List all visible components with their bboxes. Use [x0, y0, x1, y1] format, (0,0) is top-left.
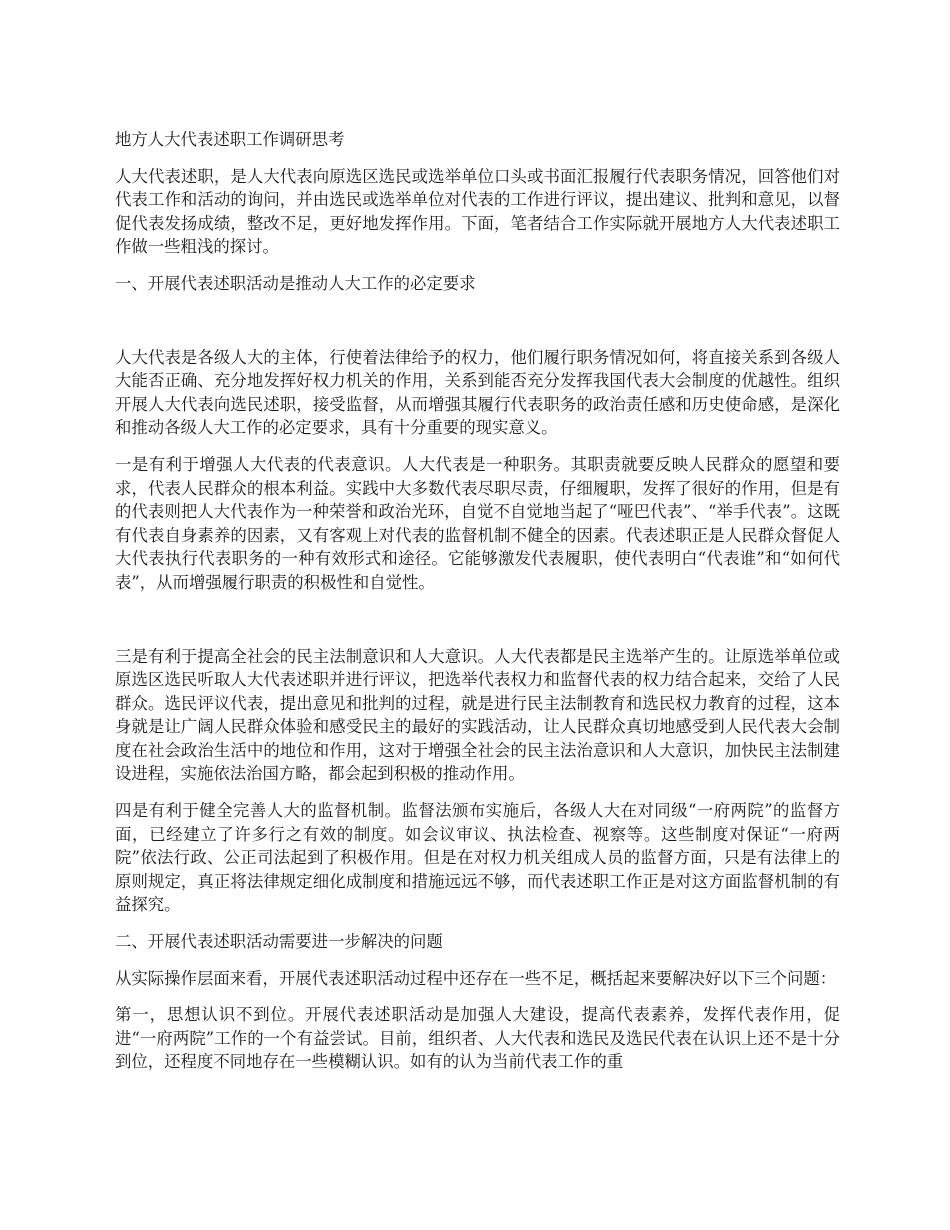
section1-paragraph-1: 人大代表是各级人大的主体，行使着法律给予的权力，他们履行职务情况如何，将直接关系到各级人大能否正确、充分地发挥好权力机关的作用，关系到能否充分发挥我国代表大会制度的优越性。组织开展人大代表向选民述职，接受监督，从而增强其履行代表职务的政治责任感和历史使命感，是深化和推动各级人大工作的必定要求，具有十分重要的现实意义。: [115, 347, 840, 438]
section2-heading: 二、开展代表述职活动需要进一步解决的问题: [115, 932, 443, 952]
section1-paragraph-3: 三是有利于提高全社会的民主法制意识和人大意识。人大代表都是民主选举产生的。让原选举单位或原选区选民听取人大代表述职并进行评议，把选举代表权力和监督代表的权力结合起来，交给了人民群众。选民评议代表，提出意见和批判的过程，就是进行民主法制教育和选民权力教育的过程，这本身就是让广阔人民群众体验和感受民主的最好的实践活动，让人民群众真切地感受到人民代表大会制度在社会政治生活中的地位和作用，这对于增强全社会的民主法治意识和人大意识，加快民主法制建设进程，实施依法治国方略，都会起到积极的推动作用。: [115, 646, 840, 784]
section1-paragraph-4: 四是有利于健全完善人大的监督机制。监督法颁布实施后，各级人大在对同级“一府两院”的监督方面，已经建立了许多行之有效的制度。如会议审议、执法检查、视察等。这些制度对保证“一府两院”依法行政、公正司法起到了积极作用。但是在对权力机关组成人员的监督方面，只是有法律上的原则规定，真正将法律规定细化成制度和措施远远不够，而代表述职工作正是对这方面监督机制的有益探究。: [115, 801, 840, 915]
section2-paragraph-2: 第一，思想认识不到位。开展代表述职活动是加强人大建设，提高代表素养，发挥代表作用，促进“一府两院”工作的一个有益尝试。目前，组织者、人大代表和选民及选民代表在认识上还不是十分到位，还程度不同地存在一些模糊认识。如有的认为当前代表工作的重: [115, 1005, 840, 1072]
spacer: [115, 608, 840, 645]
intro-paragraph: 人大代表述职，是人大代表向原选区选民或选举单位口头或书面汇报履行代表职务情况，回答他们对代表工作和活动的询问，并由选民或选举单位对代表的工作进行评议，提出建议、批判和意见，以督促代表发扬成绩，整改不足，更好地发挥作用。下面，笔者结合工作实际就开展地方人大代表述职工作做一些粗浅的探讨。: [115, 166, 840, 257]
section1-heading: 一、开展代表述职活动是推动人大工作的必定要求: [115, 273, 476, 293]
section1-paragraph-2: 一是有利于增强人大代表的代表意识。人大代表是一种职务。其职责就要反映人民群众的愿望和要求，代表人民群众的根本利益。实践中大多数代表尽职尽责，仔细履职，发挥了很好的作用，但是有的代表则把人大代表作为一种荣誉和政治光环，自觉不自觉地当起了“哑巴代表”、“举手代表”。这既有代表自身素养的因素，又有客观上对代表的监督机制不健全的因素。代表述职正是人民群众督促人大代表执行代表职务的一种有效形式和途径。它能够激发代表履职，使代表明白“代表谁”和“如何代表”，从而增强履行职责的积极性和自觉性。: [115, 454, 840, 592]
document-page: [115, 128, 840, 1087]
spacer: [115, 309, 840, 346]
document-title: 地方人大代表述职工作调研思考: [115, 130, 345, 149]
section2-paragraph-1: 从实际操作层面来看，开展代表述职活动过程中还存在一些不足，概括起来要解决好以下三个问题：: [115, 968, 837, 988]
